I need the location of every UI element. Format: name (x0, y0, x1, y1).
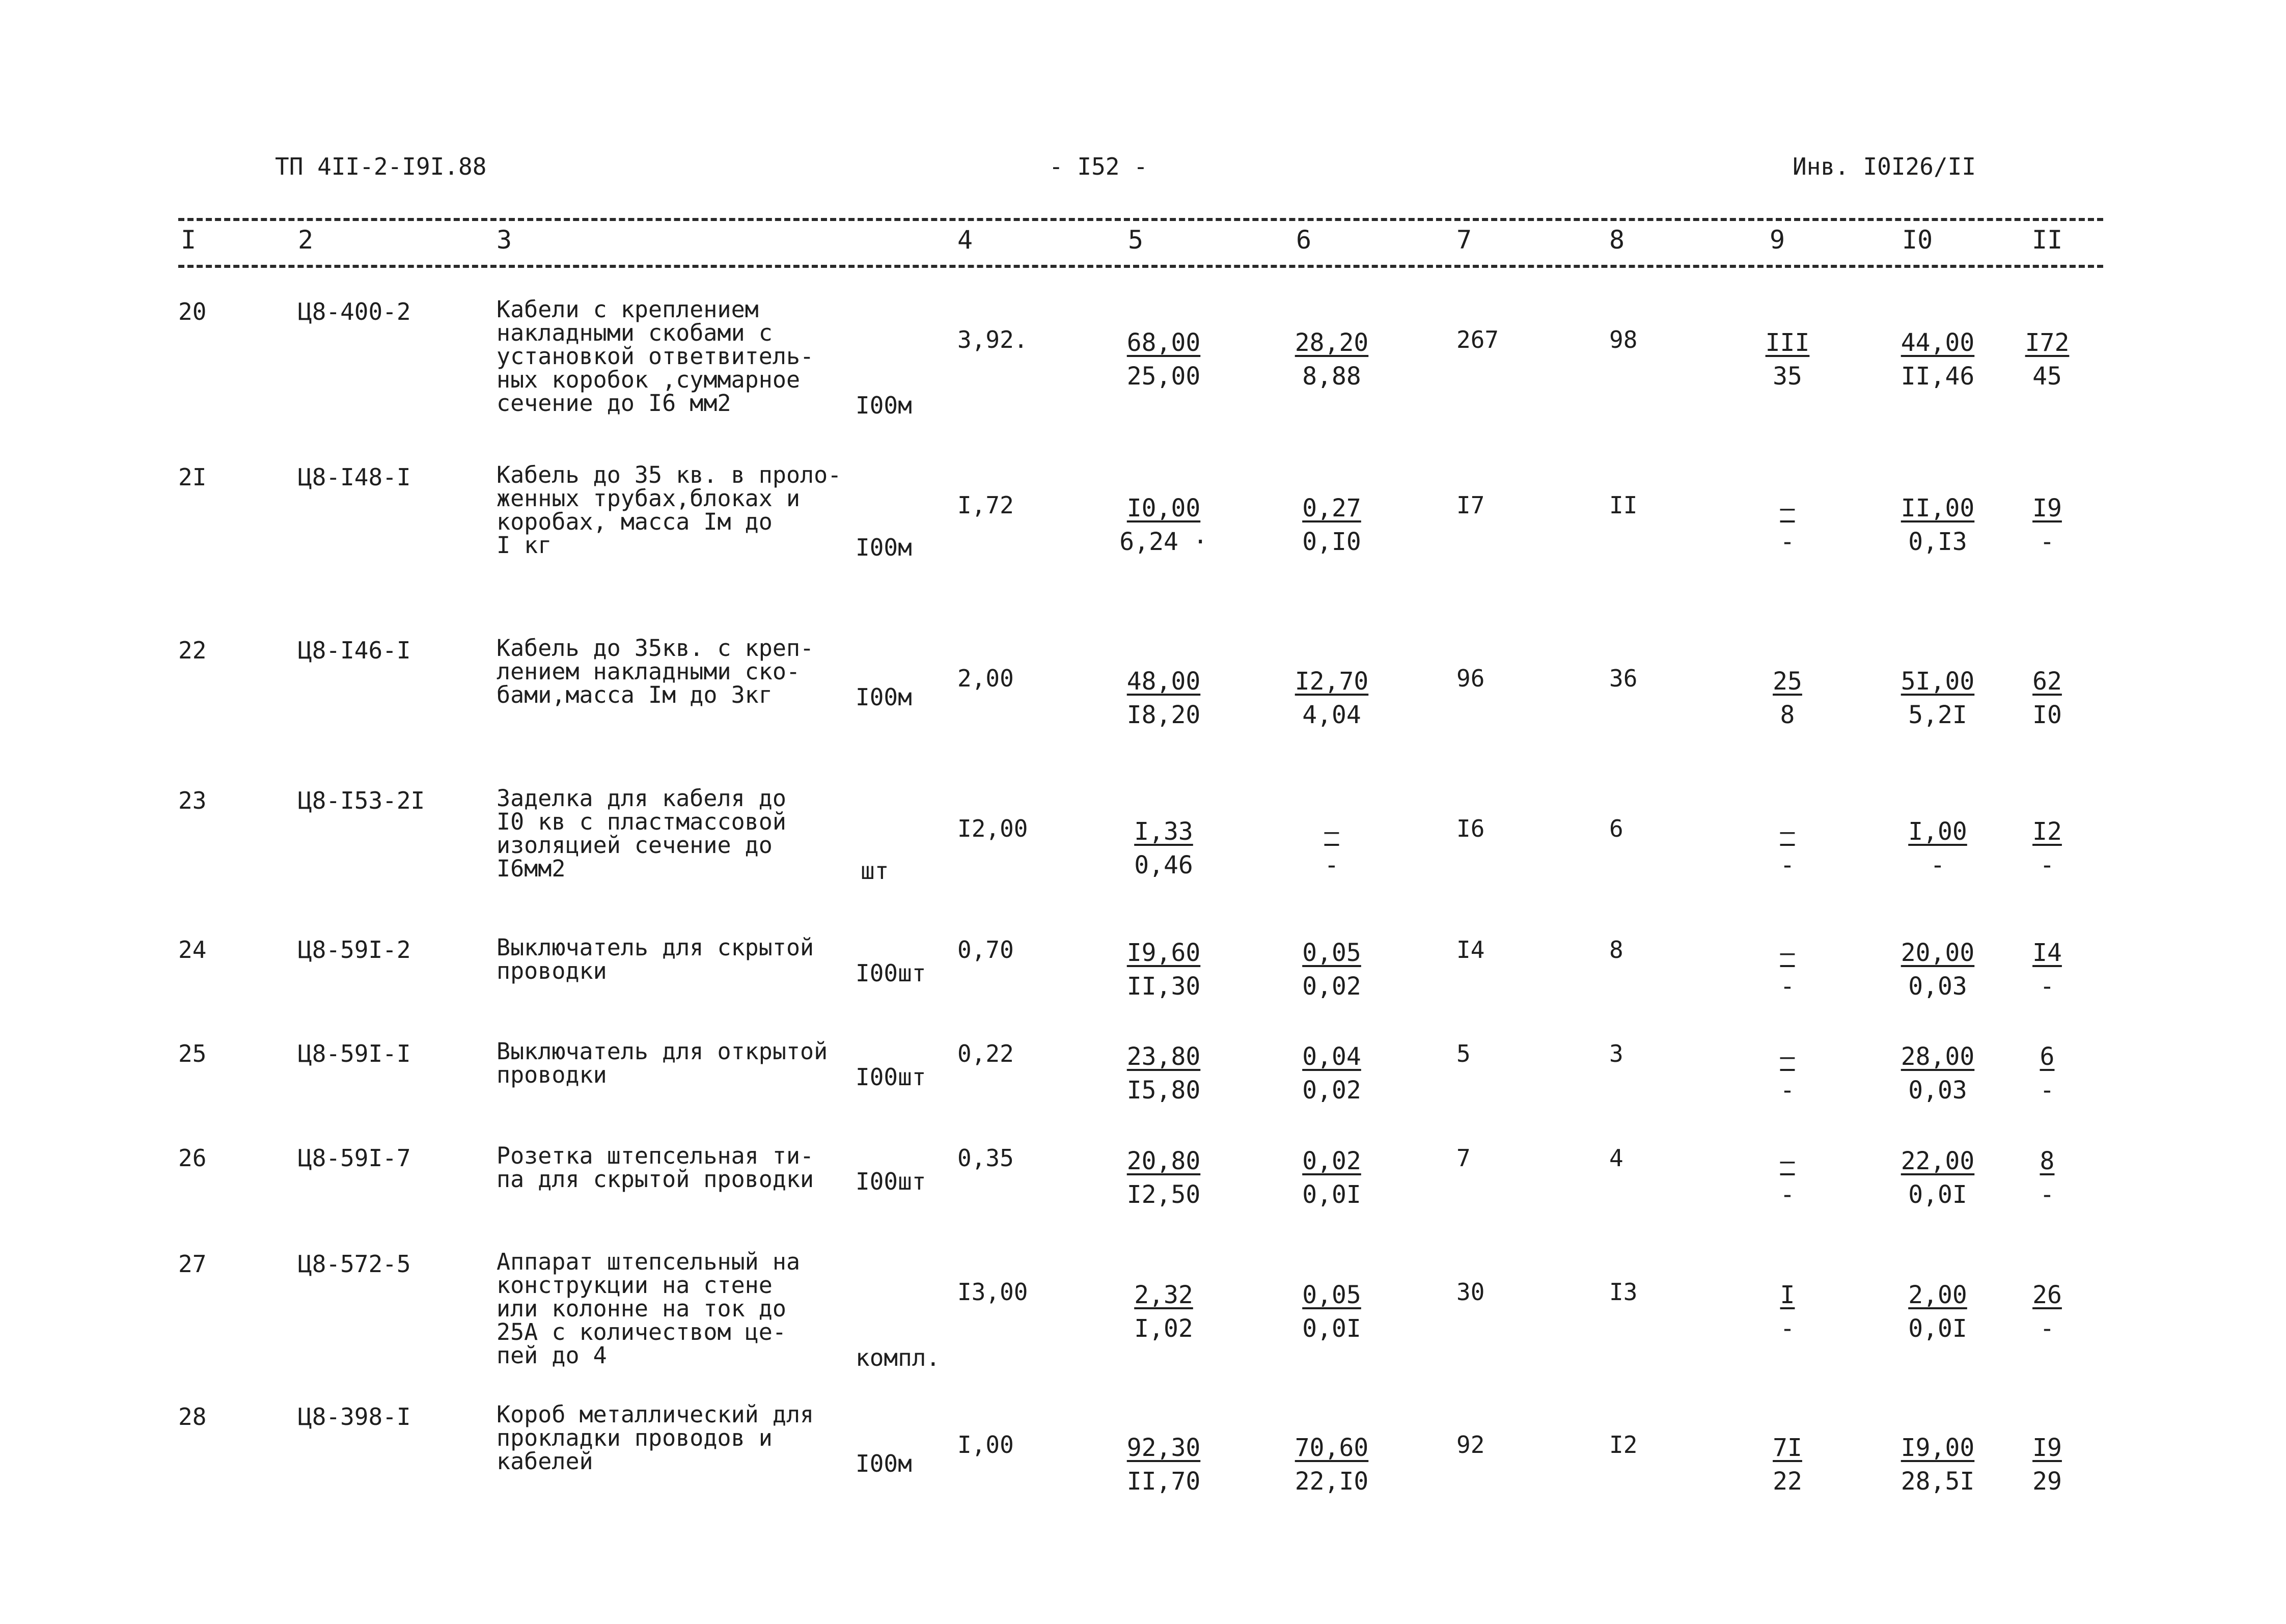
col5-value (1118, 1144, 1209, 1212)
col5-value-bottom: 6,24 · (1119, 528, 1208, 556)
norm-code: Ц8-I46-I (298, 637, 411, 664)
col10-value-top: I,00 (1908, 817, 1967, 846)
col11-value-top: 62 (2032, 667, 2062, 696)
col11-value (2019, 815, 2075, 882)
col6-value-bottom: - (1324, 851, 1339, 879)
description-line: Розетка штепсельная ти- (497, 1142, 814, 1169)
description-line: I0 кв с пластмассовой (497, 808, 786, 835)
col5-value-bottom: I5,80 (1126, 1076, 1201, 1105)
col6-value-bottom: 0,02 (1302, 972, 1361, 1001)
col5-value-bottom: I8,20 (1126, 701, 1201, 729)
column-number: 6 (1296, 225, 1312, 255)
column-number: I (181, 225, 197, 255)
col9-value (1759, 815, 1815, 882)
col10-value-top: 44,00 (1901, 328, 1975, 357)
norm-code: Ц8-572-5 (298, 1250, 411, 1278)
col8-value: 36 (1609, 665, 1638, 692)
col11-value-bottom: - (2040, 972, 2055, 1001)
description-line: I кг (497, 532, 552, 559)
col10-value (1892, 1278, 1984, 1345)
unit-of-measure: I00м (856, 683, 912, 711)
column-number: II (2032, 225, 2063, 255)
col11-value-top: I4 (2032, 939, 2062, 967)
col11-value-top: 8 (2040, 1147, 2055, 1175)
description-line: накладными скобами с (497, 319, 773, 346)
col7-value: I6 (1456, 815, 1485, 842)
work-description (497, 298, 814, 415)
work-description (497, 1040, 828, 1087)
col5-value (1118, 936, 1209, 1003)
col6-value-top: 70,60 (1295, 1434, 1369, 1462)
col6-value-top: 0,05 (1302, 939, 1361, 967)
col6-value (1286, 1278, 1378, 1345)
quantity: I3,00 (957, 1278, 1028, 1306)
row-number: 22 (178, 637, 207, 664)
col11-value (2019, 1278, 2075, 1345)
col7-value: I4 (1456, 936, 1485, 964)
col6-value-bottom: 0,0I (1302, 1314, 1361, 1343)
description-line: Кабели с креплением (497, 296, 759, 323)
col9-value-top: 7I (1773, 1434, 1802, 1462)
col8-value: 3 (1609, 1040, 1623, 1067)
col10-value-top: 20,00 (1901, 939, 1975, 967)
description-line: или колонне на ток до (497, 1295, 786, 1322)
col10-value-bottom: 0,03 (1908, 972, 1967, 1001)
col7-value: 267 (1456, 326, 1499, 353)
col5-value-bottom: II,30 (1126, 972, 1201, 1001)
row-number: 24 (178, 936, 207, 964)
col6-value-bottom: 8,88 (1302, 362, 1361, 391)
col5-value-bottom: II,70 (1126, 1467, 1201, 1496)
col9-value-bottom: - (1780, 1314, 1795, 1343)
unit-of-measure: I00шт (856, 1063, 926, 1091)
col11-value-top: I72 (2025, 328, 2070, 357)
description-line: бами,масса Iм до 3кг (497, 681, 773, 708)
work-description (497, 787, 786, 880)
description-line: Короб металлический для (497, 1401, 814, 1428)
col5-value (1118, 1040, 1209, 1107)
col9-value-top: 25 (1773, 667, 1802, 696)
col9-value (1759, 326, 1815, 393)
description-line: Выключатель для открытой (497, 1038, 828, 1065)
col11-value-bottom: - (2040, 1314, 2055, 1343)
col8-value: 4 (1609, 1144, 1623, 1172)
column-number: 7 (1456, 225, 1472, 255)
unit-of-measure: компл. (856, 1344, 941, 1371)
col8-value: I2 (1609, 1431, 1638, 1458)
col10-value-top: 5I,00 (1901, 667, 1975, 696)
col11-value-top: I9 (2032, 494, 2062, 522)
col9-value (1759, 665, 1815, 732)
work-description (497, 936, 814, 983)
col10-value-top: 28,00 (1901, 1042, 1975, 1071)
col11-value (2019, 665, 2075, 732)
col10-value (1892, 1040, 1984, 1107)
col5-value-bottom: 25,00 (1126, 362, 1201, 391)
col7-value: 96 (1456, 665, 1485, 692)
col5-value-bottom: I,02 (1134, 1314, 1193, 1343)
col6-value-bottom: 0,I0 (1302, 528, 1361, 556)
col9-value (1759, 491, 1815, 559)
col11-value-bottom: - (2040, 851, 2055, 879)
description-line: кабелей (497, 1448, 593, 1475)
col6-value (1286, 1040, 1378, 1107)
col8-value: 8 (1609, 936, 1623, 964)
col6-value-top: I2,70 (1295, 667, 1369, 696)
col11-value (2019, 1144, 2075, 1212)
description-line: проводки (497, 957, 607, 984)
col11-value (2019, 326, 2075, 393)
col10-value-top: II,00 (1901, 494, 1975, 522)
col11-value-top: 26 (2032, 1281, 2062, 1309)
col10-value-bottom: II,46 (1901, 362, 1975, 391)
work-description (497, 1250, 800, 1367)
col7-value: 7 (1456, 1144, 1471, 1172)
quantity: I,00 (957, 1431, 1014, 1458)
col6-value-bottom: 0,02 (1302, 1076, 1361, 1105)
col5-value (1118, 1278, 1209, 1345)
row-number: 25 (178, 1040, 207, 1067)
description-line: сечение до I6 мм2 (497, 390, 731, 417)
col9-value-top: – (1780, 817, 1795, 846)
col6-value-top: 0,04 (1302, 1042, 1361, 1071)
row-number: 27 (178, 1250, 207, 1278)
norm-code: Ц8-398-I (298, 1403, 411, 1430)
col6-value-top: 0,05 (1302, 1281, 1361, 1309)
col5-value-top: 20,80 (1126, 1147, 1201, 1175)
description-line: ных коробок ,суммарное (497, 366, 801, 393)
col5-value-top: 68,00 (1126, 328, 1201, 357)
row-number: 2I (178, 463, 207, 491)
col11-value-bottom: I0 (2032, 701, 2062, 729)
norm-code: Ц8-I53-2I (298, 787, 425, 814)
col6-value-top: – (1324, 817, 1339, 846)
col8-value: I3 (1609, 1278, 1638, 1306)
col11-value-top: I9 (2032, 1434, 2062, 1462)
quantity: 0,22 (957, 1040, 1014, 1067)
column-number: 8 (1609, 225, 1625, 255)
col10-value (1892, 936, 1984, 1003)
description-line: изоляцией сечение до (497, 832, 773, 859)
col6-value-bottom: 4,04 (1302, 701, 1361, 729)
col9-value (1759, 1431, 1815, 1498)
norm-code: Ц8-59I-I (298, 1040, 411, 1067)
col9-value-top: – (1780, 494, 1795, 522)
col5-value (1118, 1431, 1209, 1498)
col11-value-bottom: - (2040, 528, 2055, 556)
quantity: 2,00 (957, 665, 1014, 692)
description-line: проводки (497, 1061, 607, 1088)
description-line: Заделка для кабеля до (497, 785, 786, 812)
col10-value-bottom: 0,0I (1908, 1180, 1967, 1209)
col9-value-bottom: - (1780, 851, 1795, 879)
unit-of-measure: I00м (856, 392, 912, 419)
description-line: конструкции на стене (497, 1272, 773, 1299)
col9-value-bottom: 22 (1773, 1467, 1802, 1496)
col11-value-bottom: 45 (2032, 362, 2062, 391)
col6-value (1286, 326, 1378, 393)
doc-code: ТП 4II-2-I9I.88 (275, 153, 487, 180)
col6-value-bottom: 0,0I (1302, 1180, 1361, 1209)
col6-value (1286, 815, 1378, 882)
col11-value (2019, 491, 2075, 559)
col10-value-top: I9,00 (1901, 1434, 1975, 1462)
col5-value-top: 23,80 (1126, 1042, 1201, 1071)
column-number: 9 (1770, 225, 1785, 255)
page-number: - I52 - (1049, 153, 1148, 180)
work-description (497, 1403, 814, 1473)
column-number: 3 (497, 225, 512, 255)
col9-value (1759, 1278, 1815, 1345)
col7-value: I7 (1456, 491, 1485, 519)
col9-value-bottom: - (1780, 528, 1795, 556)
col11-value (2019, 1431, 2075, 1498)
inventory-number: Инв. I0I26/II (1793, 153, 1976, 180)
quantity: 0,70 (957, 936, 1014, 964)
col6-value (1286, 491, 1378, 559)
row-number: 26 (178, 1144, 207, 1172)
unit-of-measure: I00м (856, 534, 912, 561)
col7-value: 5 (1456, 1040, 1471, 1067)
col5-value (1118, 326, 1209, 393)
col9-value-top: III (1765, 328, 1810, 357)
norm-code: Ц8-59I-7 (298, 1144, 411, 1172)
col9-value (1759, 936, 1815, 1003)
col10-value (1892, 815, 1984, 882)
header-rule-bottom (178, 265, 2103, 268)
description-line: I6мм2 (497, 855, 566, 882)
col8-value: 98 (1609, 326, 1638, 353)
unit-of-measure: I00шт (856, 959, 926, 987)
col6-value (1286, 1144, 1378, 1212)
norm-code: Ц8-59I-2 (298, 936, 411, 964)
column-number: 5 (1128, 225, 1144, 255)
col7-value: 30 (1456, 1278, 1485, 1306)
col9-value-bottom: 35 (1773, 362, 1802, 391)
description-line: коробах, масса Iм до (497, 508, 773, 535)
col5-value (1118, 665, 1209, 732)
col5-value-bottom: 0,46 (1134, 851, 1193, 879)
description-line: 25А с количеством це- (497, 1318, 786, 1345)
col5-value-top: I0,00 (1126, 494, 1201, 522)
col9-value-top: – (1780, 939, 1795, 967)
col10-value-top: 2,00 (1908, 1281, 1967, 1309)
col11-value (2019, 936, 2075, 1003)
col5-value-top: I,33 (1134, 817, 1193, 846)
quantity: 3,92. (957, 326, 1028, 353)
col10-value-bottom: 5,2I (1908, 701, 1967, 729)
col10-value-bottom: 0,I3 (1908, 528, 1967, 556)
col10-value (1892, 326, 1984, 393)
col11-value-bottom: - (2040, 1076, 2055, 1105)
work-description (497, 1144, 814, 1191)
col11-value-top: I2 (2032, 817, 2062, 846)
col6-value (1286, 1431, 1378, 1498)
col6-value (1286, 665, 1378, 732)
unit-of-measure: I00шт (856, 1168, 926, 1195)
row-number: 20 (178, 298, 207, 325)
col9-value (1759, 1040, 1815, 1107)
col5-value-top: 92,30 (1126, 1434, 1201, 1462)
col10-value (1892, 1431, 1984, 1498)
col9-value-top: – (1780, 1147, 1795, 1175)
work-description (497, 637, 814, 707)
col8-value: 6 (1609, 815, 1623, 842)
col6-value-top: 28,20 (1295, 328, 1369, 357)
col5-value (1118, 491, 1209, 559)
col9-value (1759, 1144, 1815, 1212)
col5-value (1118, 815, 1209, 882)
col10-value-bottom: 0,0I (1908, 1314, 1967, 1343)
col5-value-bottom: I2,50 (1126, 1180, 1201, 1209)
col10-value (1892, 491, 1984, 559)
header-rule-top (178, 218, 2103, 221)
col9-value-top: – (1780, 1042, 1795, 1071)
col9-value-top: I (1780, 1281, 1795, 1309)
column-number: 4 (957, 225, 973, 255)
col6-value-top: 0,27 (1302, 494, 1361, 522)
col10-value-bottom: 0,03 (1908, 1076, 1967, 1105)
column-number: I0 (1902, 225, 1933, 255)
description-line: Кабель до 35 кв. в проло- (497, 461, 842, 488)
col10-value-bottom: - (1930, 851, 1945, 879)
description-line: Аппарат штепсельный на (497, 1248, 801, 1275)
description-line: лением накладными ско- (497, 658, 801, 685)
norm-code: Ц8-400-2 (298, 298, 411, 325)
col11-value-top: 6 (2040, 1042, 2055, 1071)
col5-value-top: 48,00 (1126, 667, 1201, 696)
description-line: пей до 4 (497, 1342, 607, 1369)
col11-value-bottom: - (2040, 1180, 2055, 1209)
col11-value (2019, 1040, 2075, 1107)
col9-value-bottom: - (1780, 972, 1795, 1001)
column-number: 2 (298, 225, 314, 255)
unit-of-measure: I00м (856, 1450, 912, 1477)
description-line: Выключатель для скрытой (497, 934, 814, 961)
col10-value (1892, 1144, 1984, 1212)
norm-code: Ц8-I48-I (298, 463, 411, 491)
col10-value (1892, 665, 1984, 732)
col10-value-top: 22,00 (1901, 1147, 1975, 1175)
work-description (497, 463, 841, 557)
description-line: женных трубах,блоках и (497, 485, 801, 512)
col10-value-bottom: 28,5I (1901, 1467, 1975, 1496)
description-line: установкой ответвитель- (497, 343, 814, 370)
description-line: па для скрытой проводки (497, 1166, 814, 1193)
col5-value-top: I9,60 (1126, 939, 1201, 967)
quantity: 0,35 (957, 1144, 1014, 1172)
description-line: Кабель до 35кв. с креп- (497, 635, 814, 662)
row-number: 28 (178, 1403, 207, 1430)
unit-of-measure: шт (861, 857, 889, 885)
col5-value-top: 2,32 (1134, 1281, 1193, 1309)
col9-value-bottom: - (1780, 1180, 1795, 1209)
col6-value (1286, 936, 1378, 1003)
quantity: I,72 (957, 491, 1014, 519)
col9-value-bottom: 8 (1780, 701, 1795, 729)
description-line: прокладки проводов и (497, 1424, 773, 1451)
col8-value: II (1609, 491, 1638, 519)
row-number: 23 (178, 787, 207, 814)
quantity: I2,00 (957, 815, 1028, 842)
col9-value-bottom: - (1780, 1076, 1795, 1105)
col6-value-top: 0,02 (1302, 1147, 1361, 1175)
col7-value: 92 (1456, 1431, 1485, 1458)
col11-value-bottom: 29 (2032, 1467, 2062, 1496)
col6-value-bottom: 22,I0 (1295, 1467, 1369, 1496)
